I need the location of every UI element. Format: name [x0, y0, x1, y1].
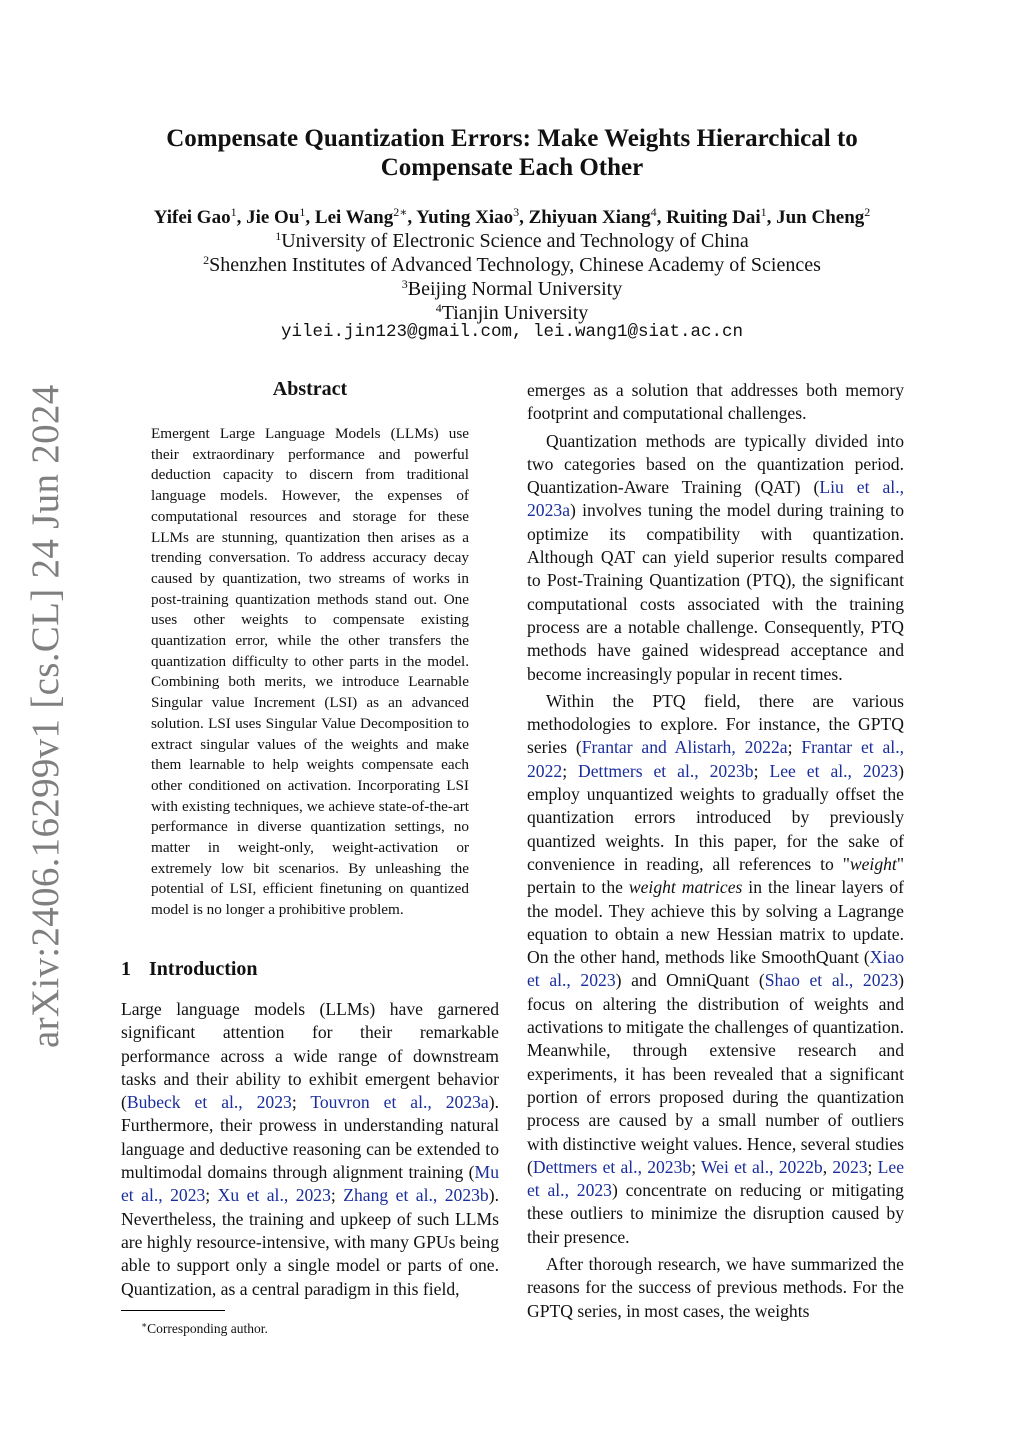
citation-link[interactable]: Bubeck et al., 2023 [126, 1092, 292, 1113]
text-run: ; [867, 1156, 878, 1177]
text-run: Within the PTQ field, there are various methodologies to explore. For instance, the GPTQ series ( [527, 690, 904, 758]
author-name: Jie Ou [246, 207, 300, 228]
citation-link[interactable]: Xu et al., 2023 [217, 1185, 331, 1206]
author-name: Zhiyuan Xiang [528, 207, 651, 228]
affiliation-3: $^3$Beijing Normal University [401, 277, 623, 300]
body-paragraph [527, 690, 904, 1249]
text-run: ; [291, 1092, 311, 1113]
text-run: After thorough research, we have summarized the reasons for the success of previous methods. For the GPTQ series, in most cases, the weights [527, 1253, 904, 1321]
abstract-heading: Abstract [272, 378, 348, 400]
citation-link[interactable]: Dettmers et al., 2023b [578, 760, 754, 781]
intro-paragraph [121, 998, 499, 1301]
text-run: ; [753, 760, 770, 781]
citation-link[interactable]: Wei et al., 2022b [700, 1156, 823, 1177]
text-run: ; [205, 1185, 218, 1206]
author-name: Yuting Xiao [416, 207, 514, 228]
author-affiliation-mark: 3 [513, 205, 520, 219]
text-run: ). Nevertheless, the training and upkeep of such LLMs are highly resource-intensive, with many GPUs being able to support only a single model or parts of one. Quantization, as a central paradigm in this field, [121, 1185, 499, 1299]
body-paragraph [527, 430, 904, 686]
text-run: ) involves tuning the model during training to optimize its compatibility with quantization. Although QAT can yield superior results compared to Post-Training Quantization (PTQ), the significant computational costs associated with the training process are a notable challenge. Consequently, PTQ methods have gained widespread acceptance and become increasingly popular in recent times. [527, 500, 904, 684]
citation-link[interactable]: Zhang et al., 2023b [343, 1185, 489, 1206]
footnote-rule [121, 1310, 225, 1311]
author-name: Yifei Gao [153, 207, 231, 228]
text-run: " pertain to the [527, 853, 904, 898]
text-run: Large language models (LLMs) have garnered significant attention for their remarkable performance across a wide range of downstream tasks and their ability to exhibit emergent behavior ( [121, 999, 499, 1113]
text-run: ; [787, 737, 802, 758]
text-run: ) concentrate on reducing or mitigating these outliers to minimize the disruption caused by their presence. [527, 1180, 904, 1247]
author-name: Ruiting Dai [666, 207, 761, 228]
text-run: Quantization methods are typically divided into two categories based on the quantization period. Quantization-Aware Training (QAT) ( [527, 430, 904, 498]
right-column [527, 379, 904, 1323]
citation-link[interactable]: Touvron et al., 2023a [310, 1092, 489, 1113]
citation-link[interactable]: Mu et al., 2023 [121, 1162, 499, 1206]
arxiv-identifier: arXiv:2406.16299v1 [cs.CL] 24 Jun 2024 [24, 384, 67, 1048]
author-affiliation-mark: 4 [650, 205, 657, 219]
citation-link[interactable]: Liu et al., 2023a [527, 477, 904, 521]
contact-emails[interactable]: yilei.jin123@gmail.com, lei.wang1@siat.ac.cn [280, 322, 744, 342]
text-run: ) focus on altering the distribution of weights and activations to mitigate the challenges of quantization. Meanwhile, through extensive research and experiments, it has been revealed that a significant portion of errors proposed during the quantization process are caused by a small number of outliers with distinctive weight values. Hence, several studies ( [527, 970, 904, 1177]
footnote: ∗Corresponding author. [141, 1320, 268, 1336]
author-name: Lei Wang [314, 207, 394, 228]
text-run: weight [849, 853, 897, 874]
text-run: ; [330, 1185, 344, 1206]
author-affiliation-mark: 1 [299, 205, 306, 219]
text-run: , [822, 1156, 833, 1177]
citation-link[interactable]: 2023 [832, 1156, 868, 1177]
text-run: in the linear layers of the model. They achieve this by solving a Lagrange equation to obtain a new Hessian matrix to update. On the other hand, methods like SmoothQuant ( [527, 877, 905, 968]
citation-link[interactable]: Lee et al., 2023 [769, 760, 899, 781]
text-run: ; [691, 1156, 701, 1177]
text-run: ) and OmniQuant ( [615, 970, 765, 991]
affiliation-4: $^4$Tianjin University [435, 301, 589, 324]
affiliation-1: $^1$University of Electronic Science and Technology of China [275, 229, 749, 252]
body-paragraph [527, 379, 904, 426]
citation-link[interactable]: Dettmers et al., 2023b [532, 1156, 692, 1177]
citation-link[interactable]: Lee et al., 2023 [527, 1156, 905, 1201]
text-run: ) employ unquantized weights to gradually offset the quantization errors introduced by previously quantized weights. In this paper, for the sake of convenience in reading, all references to " [527, 760, 904, 874]
abstract-text: Emergent Large Language Models (LLMs) use their extraordinary performance and powerful deduction capacity to discern from traditional language models. However, the expenses of computational resources and storage for these LLMs are stunning, quantization then arises as a trending conversation. To address accuracy decay caused by quantization, two streams of works in post-training quantization methods stand out. One uses other weights to compensate existing quantization error, while the other transfers the quantization difficulty to other parts in the model. Combining both merits, we introduce Learnable Singular value Increment (LSI) as an advanced solution. LSI uses Singular Value Decomposition to extract singular values of the weights and make them learnable to help weights compensate each other conditioned on activation. Incorporating LSI with existing techniques, we achieve state-of-the-art performance in diverse quantization settings, no matter in weight-only, weight-activation or extremely low bit scenarios. By unleashing the potential of LSI, efficient finetuning on quantized model is no longer a prohibitive problem. [151, 425, 469, 919]
author-affiliation-mark: 1 [230, 205, 237, 219]
text-run: ). Furthermore, their prowess in understanding natural language and deductive reasoning can be extended to multimodal domains through alignment training ( [121, 1092, 499, 1183]
citation-link[interactable]: Shao et al., 2023 [764, 970, 899, 991]
section-heading: 1 Introduction [121, 958, 258, 980]
affiliation-2: $^2$Shenzhen Institutes of Advanced Technology, Chinese Academy of Sciences [203, 253, 821, 276]
citation-link[interactable]: Frantar et al., 2022 [527, 737, 904, 781]
author-affiliation-mark: 2∗ [393, 205, 408, 219]
text-run: emerges as a solution that addresses both memory footprint and computational challenges. [527, 380, 904, 424]
author-affiliation-mark: 2 [864, 205, 871, 219]
author-affiliation-mark: 1 [760, 205, 767, 219]
text-run: weight matrices [628, 877, 743, 898]
citation-link[interactable]: Frantar and Alistarh, 2022a [581, 737, 788, 758]
text-run: ; [562, 760, 579, 781]
paper-title: Compensate Quantization Errors: Make Weights Hierarchical to Compensate Each Other [166, 125, 858, 181]
citation-link[interactable]: Xiao et al., 2023 [527, 947, 904, 991]
body-paragraph [527, 1253, 904, 1323]
author-list: Yifei Gao$^1$, Jie Ou$^1$, Lei Wang$^{2∗}$, Yuting Xiao$^3$, Zhiyuan Xiang$^4$, Ruiting Dai$^1$, Jun Cheng$^2$ [153, 205, 871, 228]
author-name: Jun Cheng [776, 207, 865, 228]
